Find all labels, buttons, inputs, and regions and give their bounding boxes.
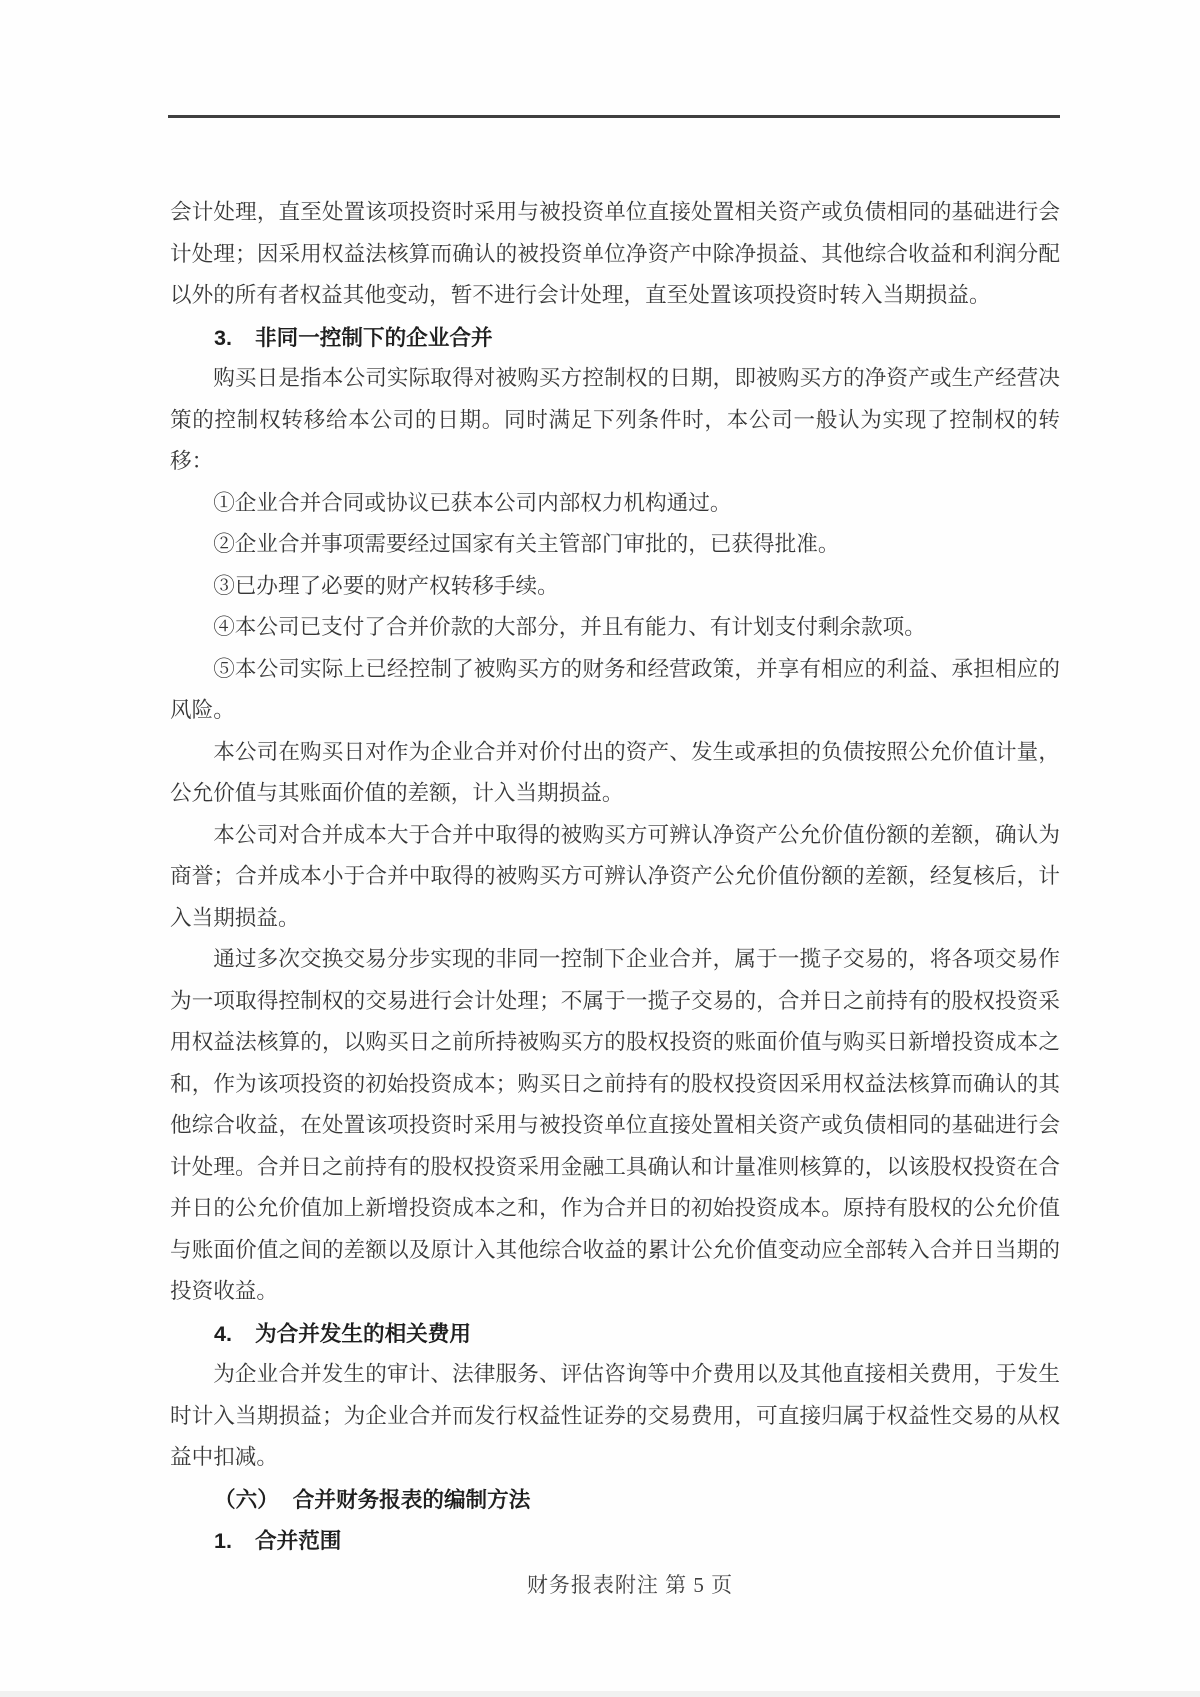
section-heading-4 — [170, 1313, 1060, 1355]
section-heading-3 — [170, 317, 1060, 359]
section-heading-six — [170, 1479, 1060, 1521]
footer-text: 财务报表附注 第 5 页 — [526, 1573, 734, 1597]
heading-text: 合并财务报表的编制方法 — [292, 1486, 531, 1512]
heading-number: 3. — [214, 324, 233, 350]
heading-number: 1. — [214, 1528, 233, 1553]
list-item-1: ①企业合并合同或协议已获本公司内部权力机构通过。 — [213, 490, 732, 515]
paragraph: 购买日是指本公司实际取得对被购买方控制权的日期，即被购买方的净资产或生产经营决策的控制权转移给本公司的日期。同时满足下列条件时，本公司一般认为实现了控制权的转移： — [170, 366, 1060, 473]
heading-text: 非同一控制下的企业合并 — [255, 324, 493, 350]
header-rule — [168, 115, 1060, 118]
heading-text: 合并范围 — [255, 1528, 342, 1553]
scan-edge-artifact — [0, 1691, 1200, 1697]
list-item-5: ⑤本公司实际上已经控制了被购买方的财务和经营政策，并享有相应的利益、承担相应的风险。 — [170, 656, 1060, 722]
paragraph: 为企业合并发生的审计、法律服务、评估咨询等中介费用以及其他直接相关费用，于发生时计入当期损益；为企业合并而发行权益性证券的交易费用，可直接归属于权益性交易的从权益中扣减。 — [170, 1362, 1060, 1469]
document-body — [170, 192, 1060, 1562]
section-heading-1 — [170, 1520, 1060, 1562]
heading-number: 4. — [214, 1320, 233, 1346]
paragraph-continued: 会计处理，直至处置该项投资时采用与被投资单位直接处置相关资产或负债相同的基础进行会计处理；因采用权益法核算而确认的被投资单位净资产中除净损益、其他综合收益和利润分配以外的所有者权益其他变动，暂不进行会计处理，直至处置该项投资时转入当期损益。 — [170, 200, 1060, 307]
list-item-4: ④本公司已支付了合并价款的大部分，并且有能力、有计划支付剩余款项。 — [213, 615, 926, 639]
paragraph: 通过多次交换交易分步实现的非同一控制下企业合并，属于一揽子交易的，将各项交易作为一项取得控制权的交易进行会计处理；不属于一揽子交易的，合并日之前持有的股权投资采用权益法核算的，以购买日之前所持被购买方的股权投资的账面价值与购买日新增投资成本之和，作为该项投资的初始投资成本；购买日之前持有的股权投资因采用权益法核算而确认的其他综合收益，在处置该项投资时采用与被投资单位直接处置相关资产或负债相同的基础进行会计处理。合并日之前持有的股权投资采用金融工具确认和计量准则核算的，以该股权投资在合并日的公允价值加上新增投资成本之和，作为合并日的初始投资成本。原持有股权的公允价值与账面价值之间的差额以及原计入其他综合收益的累计公允价值变动应全部转入合并日当期的投资收益。 — [170, 947, 1060, 1303]
paragraph: 本公司在购买日对作为企业合并对价付出的资产、发生或承担的负债按照公允价值计量，公允价值与其账面价值的差额，计入当期损益。 — [170, 739, 1060, 805]
paragraph: 本公司对合并成本大于合并中取得的被购买方可辨认净资产公允价值份额的差额，确认为商誉；合并成本小于合并中取得的被购买方可辨认净资产公允价值份额的差额，经复核后，计入当期损益。 — [170, 822, 1060, 930]
page-footer — [170, 1570, 1090, 1600]
heading-text: 为合并发生的相关费用 — [255, 1320, 471, 1346]
heading-number: （六） — [214, 1486, 279, 1512]
list-item-2: ②企业合并事项需要经过国家有关主管部门审批的，已获得批准。 — [213, 532, 840, 556]
list-item-3: ③已办理了必要的财产权转移手续。 — [213, 573, 559, 598]
